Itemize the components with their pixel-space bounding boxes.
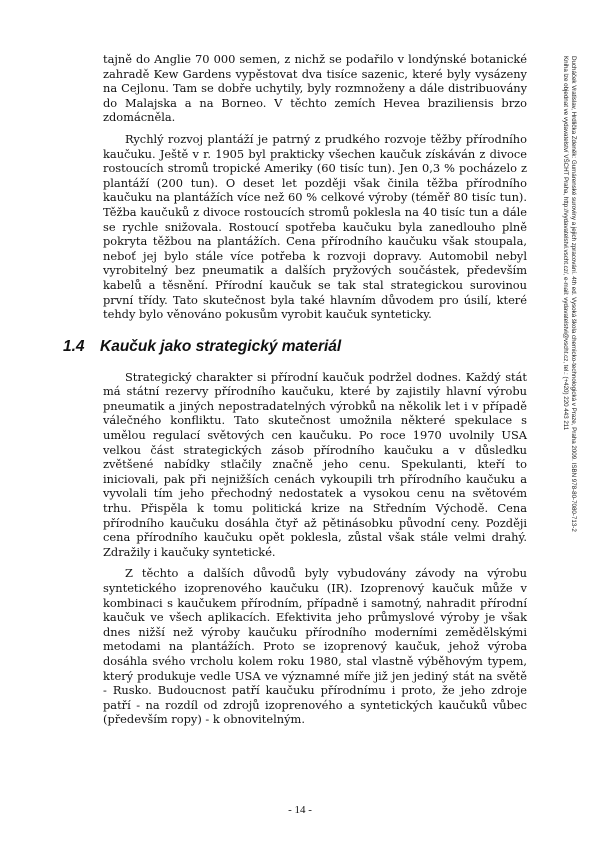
order-info-line: Kniha lze objednat ve vydavatelství VŠCHT Praha, http://vydavatelstvi.vscht.cz/, e-mail: vydavatelstvi@vscht.cz, tel.: (+420) 220 443 211 [561, 56, 569, 431]
paragraph-isoprene-rubber: Z těchto a dalších důvodů byly vybudovány závody na výrobu syntetického izoprenového kaučuku (IR). Izoprenový kaučuk může v kombinaci s kaučukem přírodním, případně i samotný, nahradit přírodní kaučuk ve všech aplikacích. Efektivita jeho průmyslové výroby je však dnes nižší než výroby kaučuku přírodního moderními zemědělskými metodami na plantážích. Proto se izoprenový kaučuk, jehož výroba dosáhla svého vrcholu kolem roku 1980, stal vlastně výběhovým typem, který produkuje vedle USA ve významné míře již jen jediný stát na světě - Rusko. Budoucnost patří kaučuku přírodnímu i proto, že jeho zdroje patří - na rozdíl od zdrojů izoprenového a syntetických kaučuků vůbec (především ropy) - k obnovitelným. [103, 566, 527, 727]
page-number: - 14 - [288, 804, 312, 816]
citation-line: Ducháček Vratislav, Hrdlička Zdeněk: Gumárenské suroviny a jejich zpracování. 4th ed. Vysoká škola chemicko-technologická v Praze, Praha 2009. ISBN 978-80-7080-713-2 [570, 56, 577, 532]
paragraph-strategic-character: Strategický charakter si přírodní kaučuk podržel dodnes. Každý stát má státní rezervy přírodního kaučuku, které by zajistily hlavní výrobu pneumatik a jiných nepostradatelných výrobků na několik let i v případě válečného konfliktu. Tato skutečnost umožnila některé spekulace s umělou regulací světových cen kaučuku. Po roce 1970 uvolnily USA velkou část strategických zásob přírodního kaučuku a v důsledku zvětšené nabídky stlačily značně jeho cenu. Spekulanti, kteří to iniciovali, pak při nejnižších cenách vykoupili trh přírodního kaučuku a vyvolali tím jeho přechodný nedostatek a vysokou cenu na světovém trhu. Přispěla k tomu politická krize na Středním Východě. Cena přírodního kaučuku dosáhla čtyř až pětinásobku původní ceny. Později cena přírodního kaučuku opět poklesla, zůstal však stále velmi drahý. Zdražily i kaučuky syntetické. [103, 369, 527, 559]
side-citation-note [561, 56, 577, 706]
paragraph-intro: tajně do Anglie 70 000 semen, z nichž se podařilo v londýnské botanické zahradě Kew Gardens vypěstovat dva tisíce sazenic, které byly vysázeny na Cejlonu. Tam se dobře uchytily, byly rozmnoženy a dále distribuovány do Malajska a na Borneo. V těchto zemích Hevea braziliensis brzo zdomácněla. [103, 52, 527, 125]
main-text-column [63, 52, 527, 734]
section-number: 1.4 [63, 337, 85, 355]
paragraph-plantation-growth: Rychlý rozvoj plantáží je patrný z prudkého rozvoje těžby přírodního kaučuku. Ještě v r. 1905 byl prakticky všechen kaučuk získáván z divoce rostoucích stromů tropické Ameriky (60 tisíc tun). Jen 0,3 % pocházelo z plantáží (200 tun). O deset let později však činila těžba přírodního kaučuku na plantážích více než 60 % celkové výroby (téměř 80 tisíc tun). Těžba kaučuků z divoce rostoucích stromů poklesla na 40 tisíc tun a dále se rychle snižovala. Rostoucí spotřeba kaučuku byla zanedlouho plně pokryta těžbou na plantážích. Cena přírodního kaučuku však stoupala, neboť jej bylo stále více potřeba k rozvoji dopravy. Automobil nebyl vyrobitelný bez pneumatik a dalších pryžových součástek, především kabelů a těsnění. Přírodní kaučuk se tak stal strategickou surovinou první třídy. Tato skutečnost byla také hlavním důvodem pro úsilí, které tehdy bylo věnováno pokusům vyrobit kaučuk synteticky. [103, 131, 527, 322]
section-title: Kaučuk jako strategický materiál [100, 337, 342, 355]
section-heading [63, 338, 527, 356]
